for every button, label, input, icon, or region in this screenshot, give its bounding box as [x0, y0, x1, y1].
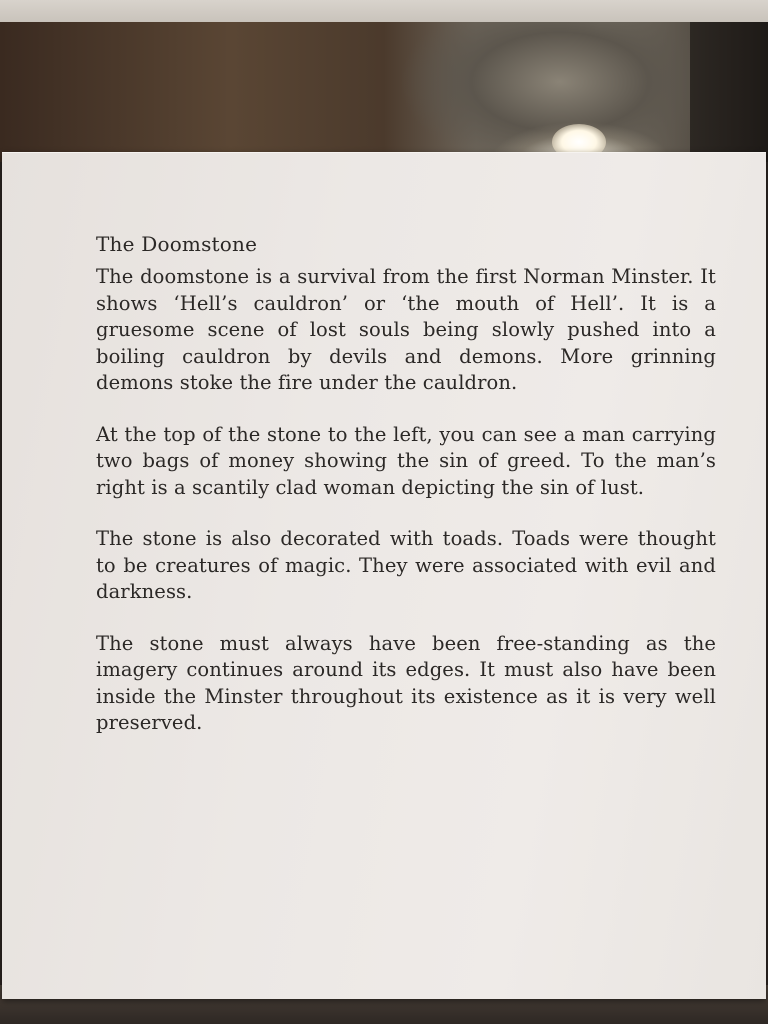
sign-paragraph-1: The doomstone is a survival from the first Norman Minster. It shows ‘Hell’s cauldron’ or ‘the mouth of Hell’. It is a gruesome scene of lost souls being slowly pushed into a boiling cauldron by devils and demons. More grinning demons stoke the fire under the cauldron.	[96, 265, 716, 394]
sign-paragraph-2: At the top of the stone to the left, you can see a man carrying two bags of money showing the sin of greed. To the man’s right is a scantily clad woman depicting the sin of lust.	[96, 422, 716, 499]
sign-text-block	[96, 230, 716, 762]
sign-title: The Doomstone	[96, 232, 258, 256]
stone-wall-background	[0, 22, 768, 162]
dark-pillar	[690, 22, 768, 162]
ceiling-strip	[0, 0, 768, 22]
sign-paragraph-3: The stone is also decorated with toads. Toads were thought to be creatures of magic. They were associated with evil and darkness.	[96, 527, 716, 603]
sign-paragraph-4: The stone must always have been free-standing as the imagery continues around its edges. It must also have been inside the Minster throughout its existence as it is very well preserved.	[96, 631, 716, 734]
